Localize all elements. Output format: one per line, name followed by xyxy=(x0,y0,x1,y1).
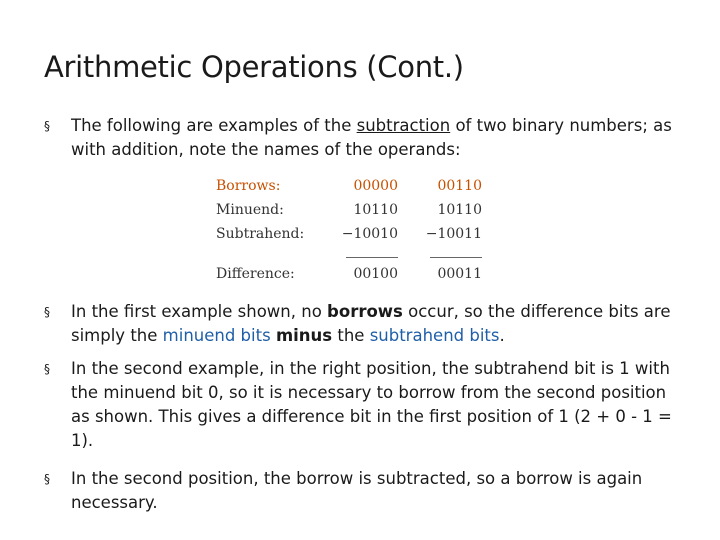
bullet-marker-icon: § xyxy=(44,305,50,319)
term-subtrahend-bits: subtrahend bits xyxy=(369,326,500,345)
intro-pre: The following are examples of the xyxy=(71,116,357,135)
table-row-difference xyxy=(216,262,482,286)
row-label: Borrows: xyxy=(216,178,281,194)
example2-value: 00011 xyxy=(437,266,482,282)
bullet-marker-icon: § xyxy=(44,472,50,486)
bullet-intro-text xyxy=(71,114,684,162)
text-run: . xyxy=(499,326,505,345)
row-label: Minuend: xyxy=(216,202,284,218)
intro-post: of two binary numbers; as with addition, note the names of the operands: xyxy=(71,116,672,159)
bullet-marker-icon: § xyxy=(44,362,50,376)
text-run: In the first example shown, no xyxy=(71,302,328,321)
example1-value: 00100 xyxy=(353,266,398,282)
example1-value: 10110 xyxy=(353,202,398,218)
bullet-marker-icon: § xyxy=(44,119,50,133)
result-rule-divider xyxy=(430,257,482,258)
example1-value: −10010 xyxy=(341,226,398,242)
example2-value: 10110 xyxy=(437,202,482,218)
bullet-intro xyxy=(44,114,684,162)
bullet-second-position xyxy=(44,467,684,515)
bullet-second-position-text: In the second position, the borrow is subtracted, so a borrow is again necessary. xyxy=(71,469,643,512)
example2-value: −10011 xyxy=(425,226,482,242)
bullet-second-example xyxy=(44,357,684,453)
bullet-second-example-text: In the second example, in the right position, the subtrahend bit is 1 with the minuend bit 0, so it is necessary to borrow from the second position as shown. This gives a difference bit in the first position of 1 (2 + 0 - 1 = 1). xyxy=(71,359,672,450)
row-label: Subtrahend: xyxy=(216,226,305,242)
emphasis-minus: minus xyxy=(275,326,333,345)
text-run: occur, so the difference bits are simply the xyxy=(71,302,671,345)
result-rule-divider xyxy=(346,257,398,258)
row-label: Difference: xyxy=(216,266,295,282)
example2-value: 00110 xyxy=(437,178,482,194)
bullet-first-example-text xyxy=(71,300,684,348)
term-minuend-bits: minuend bits xyxy=(162,326,271,345)
table-row-borrows xyxy=(216,174,482,198)
table-row-minuend xyxy=(216,198,482,222)
slide-title: Arithmetic Operations (Cont.) xyxy=(44,50,464,84)
example1-value: 00000 xyxy=(353,178,398,194)
table-rule-row xyxy=(216,246,482,262)
subtraction-link[interactable]: subtraction xyxy=(356,116,451,135)
table-row-subtrahend xyxy=(216,222,482,246)
text-run: the xyxy=(332,326,370,345)
bullet-first-example xyxy=(44,300,684,348)
emphasis-borrows: borrows xyxy=(327,302,403,321)
subtraction-example-table xyxy=(216,174,482,286)
